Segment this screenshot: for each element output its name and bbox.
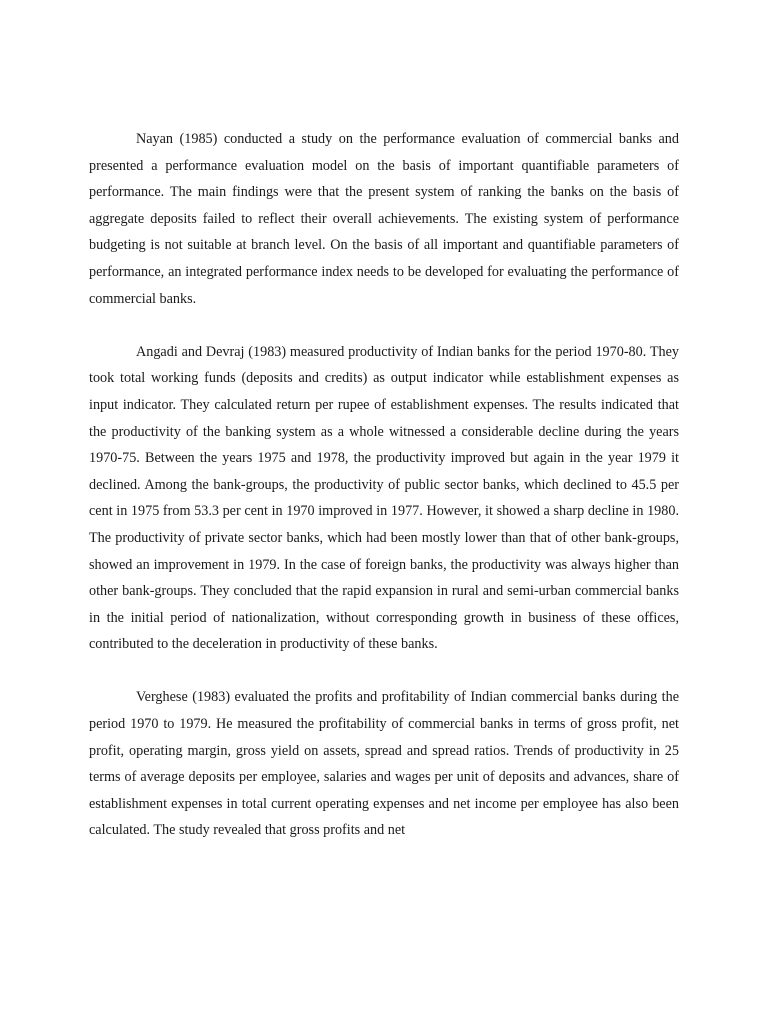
paragraph-verghese: Verghese (1983) evaluated the profits and profitability of Indian commercial banks during the period 1970 to 1979. He measured the profitability of commercial banks in terms of gross profit, net profit, operating margin, gross yield on assets, spread and spread ratios. Trends of productivity in 25 terms of average deposits per employee, salaries and wages per unit of deposits and advances, share of establishment expenses in total current operating expenses and net income per employee has also been calculated. The study revealed that gross profits and net	[89, 689, 679, 839]
paragraph-angadi-devraj: Angadi and Devraj (1983) measured productivity of Indian banks for the period 1970-80. They took total working funds (deposits and credits) as output indicator while establishment expenses as input indicator. They calculated return per rupee of establishment expenses. The results indicated that the productivity of the banking system as a whole witnessed a considerable decline during the years 1970-75. Between the years 1975 and 1978, the productivity improved but again in the year 1979 it declined. Among the bank-groups, the productivity of public sector banks, which declined to 45.5 per cent in 1975 from 53.3 per cent in 1970 improved in 1977. However, it showed a sharp decline in 1980. The productivity of private sector banks, which had been mostly lower than that of other bank-groups, showed an improvement in 1979. In the case of foreign banks, the productivity was always higher than other bank-groups. They concluded that the rapid expansion in rural and semi-urban commercial banks in the initial period of nationalization, without corresponding growth in business of these offices, contributed to the deceleration in productivity of these banks.	[89, 343, 679, 653]
paragraph-nayan: Nayan (1985) conducted a study on the performance evaluation of commercial banks and presented a performance evaluation model on the basis of important quantifiable parameters of performance. The main findings were that the present system of ranking the banks on the basis of aggregate deposits failed to reflect their overall achievements. The existing system of performance budgeting is not suitable at branch level. On the basis of all important and quantifiable parameters of performance, an integrated performance index needs to be developed for evaluating the performance of commercial banks.	[89, 131, 679, 307]
document-page	[89, 126, 679, 871]
